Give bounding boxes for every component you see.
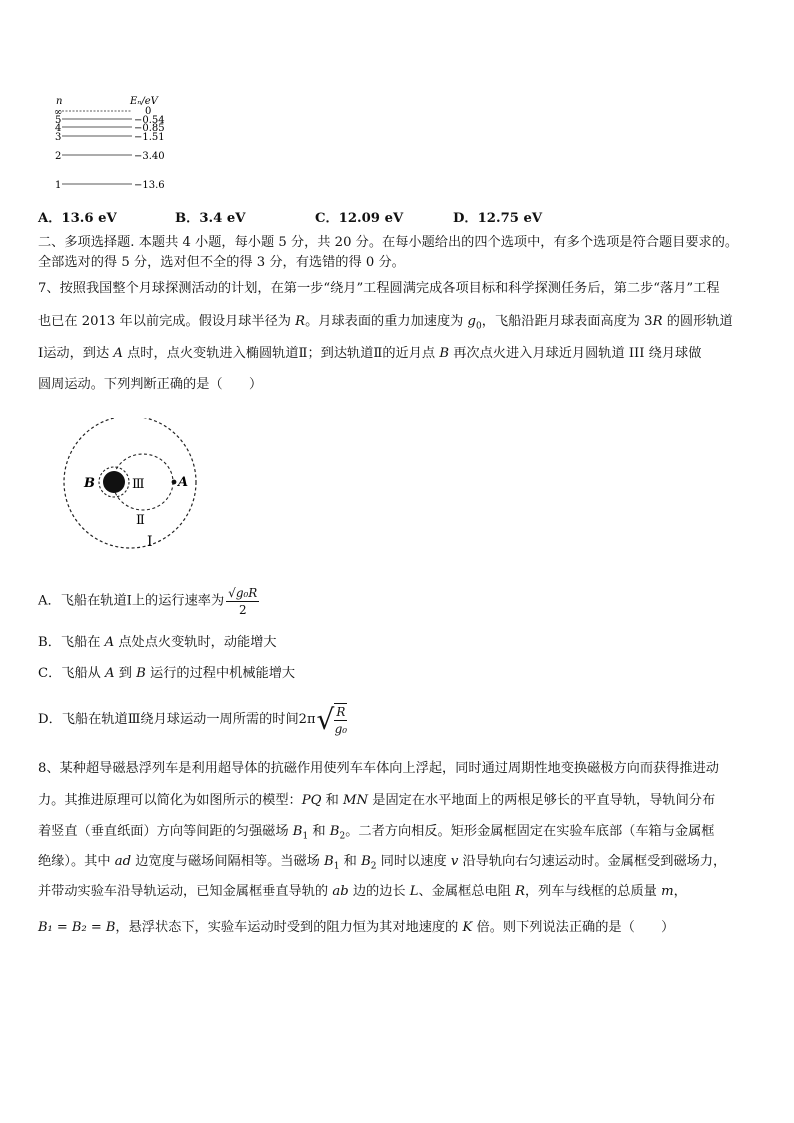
level-n-1: 1 (55, 180, 62, 191)
q8-line1: 8、某种超导磁悬浮列车是利用超导体的抗磁作用使列车车体向上浮起，同时通过周期性地变换磁极方向而获得推进动 (38, 761, 719, 776)
q8-line5: 并带动实验车沿导轨运动，已知金属框垂直导轨的 ab 边的边长 L、金属框总电阻 R，列车与线框的总质量 m， (38, 884, 687, 899)
q7-line1: 7、按照我国整个月球探测活动的计划，在第一步“绕月”工程圆满完成各项目标和科学探测任务后，第二步“落月”工程 (38, 281, 720, 296)
moon (103, 471, 125, 493)
orbit-svg (40, 418, 200, 556)
level-e-5: −0.54 (134, 115, 165, 126)
level-n-4: 4 (55, 123, 62, 134)
q7-line3: Ⅰ运动，到达 A 点时，点火变轨进入椭圆轨道Ⅱ；到达轨道Ⅱ的近月点 B 再次点火进入月球近月圆轨道 III 绕月球做 (38, 346, 702, 361)
q7-line2: 也已在 2013 年以前完成。假设月球半径为 R。月球表面的重力加速度为 $g_0$，飞船沿距月球表面高度为 3R 的圆形轨道 (38, 314, 733, 332)
q6-option-a[interactable]: A．13.6 eV (38, 211, 117, 226)
level-n-5: 5 (55, 115, 62, 126)
level-e-2: −3.40 (134, 151, 165, 162)
q7-option-d[interactable]: D．飞船在轨道Ⅲ绕月球运动一周所需的时间2π√ $\frac{R}{\text{g₀}}$ (38, 703, 348, 736)
label-B: B (84, 476, 95, 491)
energy-level-svg (50, 94, 190, 194)
level-e-3: −1.51 (134, 132, 165, 143)
label-A: A (178, 475, 189, 490)
level-n-3: 3 (55, 132, 62, 143)
option-d-fraction: $\frac{R}{\text{g₀}}$ (334, 705, 348, 736)
label-I: Ⅰ (147, 534, 153, 550)
energy-level-diagram (50, 94, 190, 194)
e-header: Eₙ/eV (130, 96, 158, 107)
q8-line6: B₁ = B₂ = B，悬浮状态下，实验车运动时受到的阻力恒为其对地速度的 K 倍。则下列说法正确的是（ ） (38, 920, 675, 935)
n-header: n (56, 96, 63, 107)
q7-option-a[interactable]: A．飞船在轨道Ⅰ上的运行速率为 $\frac{\text{√g₀R}}{2}$ (38, 586, 258, 617)
option-a-fraction: $\frac{\text{√g₀R}}{2}$ (228, 586, 258, 617)
sqrt-sign: √ (316, 703, 335, 736)
level-e-1: −13.6 (134, 180, 165, 191)
q7-option-b[interactable]: B．飞船在 A 点处点火变轨时，动能增大 (38, 635, 277, 650)
section2-heading-line1: 二、多项选择题. 本题共 4 小题，每小题 5 分，共 20 分。在每小题给出的四个选项中，有多个选项是符合题目要求的。 (38, 235, 739, 250)
q6-option-d[interactable]: D．12.75 eV (453, 211, 543, 226)
q6-option-c[interactable]: C．12.09 eV (315, 211, 404, 226)
q7-option-c[interactable]: C．飞船从 A 到 B 运行的过程中机械能增大 (38, 666, 296, 681)
level-n-inf: ∞ (54, 107, 63, 118)
q8-line2: 力。其推进原理可以简化为如图所示的模型：PQ 和 MN 是固定在水平地面上的两根足够长的平直导轨，导轨间分布 (38, 793, 716, 808)
q8-line3: 着竖直（垂直纸面）方向等间距的匀强磁场 $B_1$ 和 $B_2$。二者方向相反。矩形金属框固定在实验车底部（车箱与金属框 (38, 824, 715, 842)
level-e-4: −0.85 (134, 123, 165, 134)
q6-option-b[interactable]: B．3.4 eV (175, 211, 246, 226)
point-A (172, 480, 177, 485)
label-III: Ⅲ (132, 477, 145, 492)
orbit-diagram (40, 418, 200, 556)
section2-heading-line2: 全部选对的得 5 分，选对但不全的得 3 分，有选错的得 0 分。 (38, 255, 405, 270)
q7-line4: 圆周运动。下列判断正确的是（ ） (38, 377, 263, 392)
level-n-2: 2 (55, 151, 62, 162)
q8-line4: 绝缘）。其中 ad 边宽度与磁场间隔相等。当磁场 $B_1$ 和 $B_2$ 同时以速度 v 沿导轨向右匀速运动时。金属框受到磁场力， (38, 854, 727, 872)
label-II: Ⅱ (136, 513, 145, 528)
level-e-inf: 0 (145, 106, 152, 117)
